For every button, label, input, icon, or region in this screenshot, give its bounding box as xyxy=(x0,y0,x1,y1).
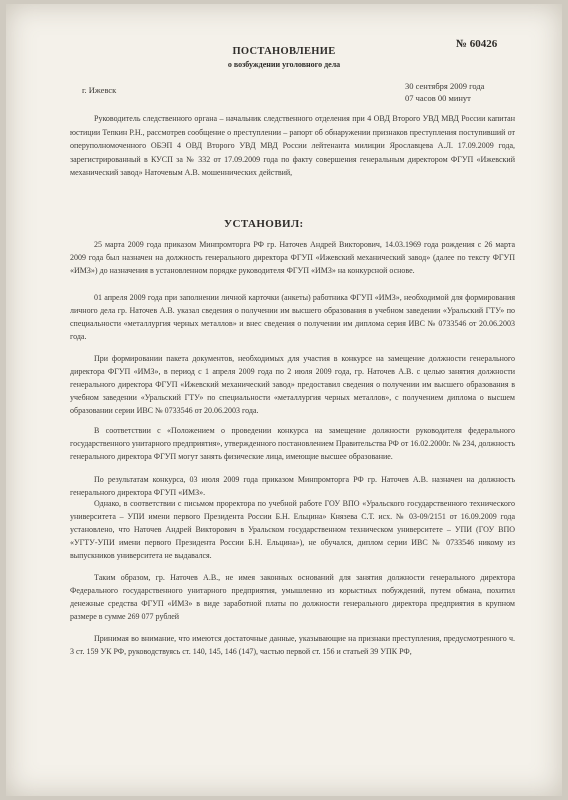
paragraph-6: Однако, в соответствии с письмом проректора по учебной работе ГОУ ВПО «Уральского государственного технического университета – УПИ имени первого Президента России Б.Н. Ельцина» Князева С.Т. исх. № 03-09/2151 от 16.09.2009 года установлено, что Наточев Андрей Викторович в Уральском государственном техническом университете – УПИ (ГОУ ВПО «УГТУ-УПИ имени первого Президента России Б.Н. Ельцина»), не обучался, диплом серии ИВС № 0733546 никому из выпускников университета не выдавался. xyxy=(70,499,515,560)
document-subtitle: о возбуждении уголовного дела xyxy=(227,60,341,69)
paragraph-3: При формировании пакета документов, необходимых для участия в конкурсе на замещение должности генерального директора ФГУП «ИМЗ», в период с 1 апреля 2009 года по 2 июля 2009 года, гр. Наточев А.В. с целью занятия должности генерального директора ФГУП «Ижевский механический завод» предоставил сведения о получении им высшего образования в учебном заведении «Уральский ГТУ» по специальности «металлургия черных металлов», с получением диплома о высшем образовании серии ИВС № 0733546 от 20.06.2003 года. xyxy=(70,354,515,415)
paragraph-7: Таким образом, гр. Наточев А.В., не имея законных оснований для занятия должности генерального директора Федерального государственного унитарного предприятия, умышленно из корыстных побуждений, путем обмана, похитил денежные средства ФГУП «ИМЗ» в виде заработной платы по должности генерального директора предприятия в крупном размере в сумме 269 077 рублей xyxy=(70,573,515,621)
paragraph-2: 01 апреля 2009 года при заполнении личной карточки (анкеты) работника ФГУП «ИМЗ», необходимой для формирования личного дела гр. Наточев А.В. указал сведения о получении им высшего образования в учебном заведении «Уральский ГТУ» по специальности «металлургия черных металлов» и внес сведения о получении им диплома серия ИВС № 0733546 от 20.06.2003 года. xyxy=(70,293,515,341)
document-number: № 60426 xyxy=(456,38,498,50)
paragraph-8: Принимая во внимание, что имеются достаточные данные, указывающие на признаки преступления, предусмотренного ч. 3 ст. 159 УК РФ, руководствуясь ст. 140, 145, 146 (147), частью первой ст. 156 и статьей 39 УПК РФ, xyxy=(70,634,515,656)
city: г. Ижевск xyxy=(82,85,117,95)
paragraph-4: В соответствии с «Положением о проведении конкурса на замещение должности руководителя федерального государственного унитарного предприятия», утвержденного постановлением Правительства РФ от 16.02.2000г. № 234, должность генерального директора ФГУП могут занять физические лица, имеющие высшее образование. xyxy=(70,426,515,461)
date: 30 сентября 2009 года xyxy=(405,81,485,91)
paragraph-5: По результатам конкурса, 03 июля 2009 года приказом Минпромторга РФ гр. Наточев А.В. назначен на должность генерального директора ФГУП «ИМЗ». xyxy=(70,475,515,497)
intro-paragraph: Руководитель следственного органа – начальник следственного отделения при 4 ОВД Второго УВД МВД России капитан юстиции Тепкин Р.Н., рассмотрев сообщение о преступлении – рапорт об обнаружении признаков преступления поступивший от оперуполномоченного ОБЭП 4 ОВД Второго УВД МВД России лейтенанта милиции Ярославцева А.Л. 17.09.2009 года, зарегистрированный в КУСП за № 332 от 17.09.2009 года по факту совершения генеральным директором ФГУП «Ижевский механический завод» Наточевым А.В. мошеннических действий, xyxy=(70,114,515,178)
time: 07 часов 00 минут xyxy=(405,93,471,103)
document-title: ПОСТАНОВЛЕНИЕ xyxy=(232,46,336,57)
paragraph-1: 25 марта 2009 года приказом Минпромторга РФ гр. Наточев Андрей Викторович, 14.03.1969 года рождения с 26 марта 2009 года был назначен на должность генерального директора ФГУП «Ижевский механический завод» (далее по тексту ФГУП «ИМЗ») до назначения в установленном порядке руководителя ФГУП «ИМЗ» на конкурсной основе. xyxy=(70,240,515,275)
date-block xyxy=(405,80,484,104)
section-heading: УСТАНОВИЛ: xyxy=(224,218,304,230)
